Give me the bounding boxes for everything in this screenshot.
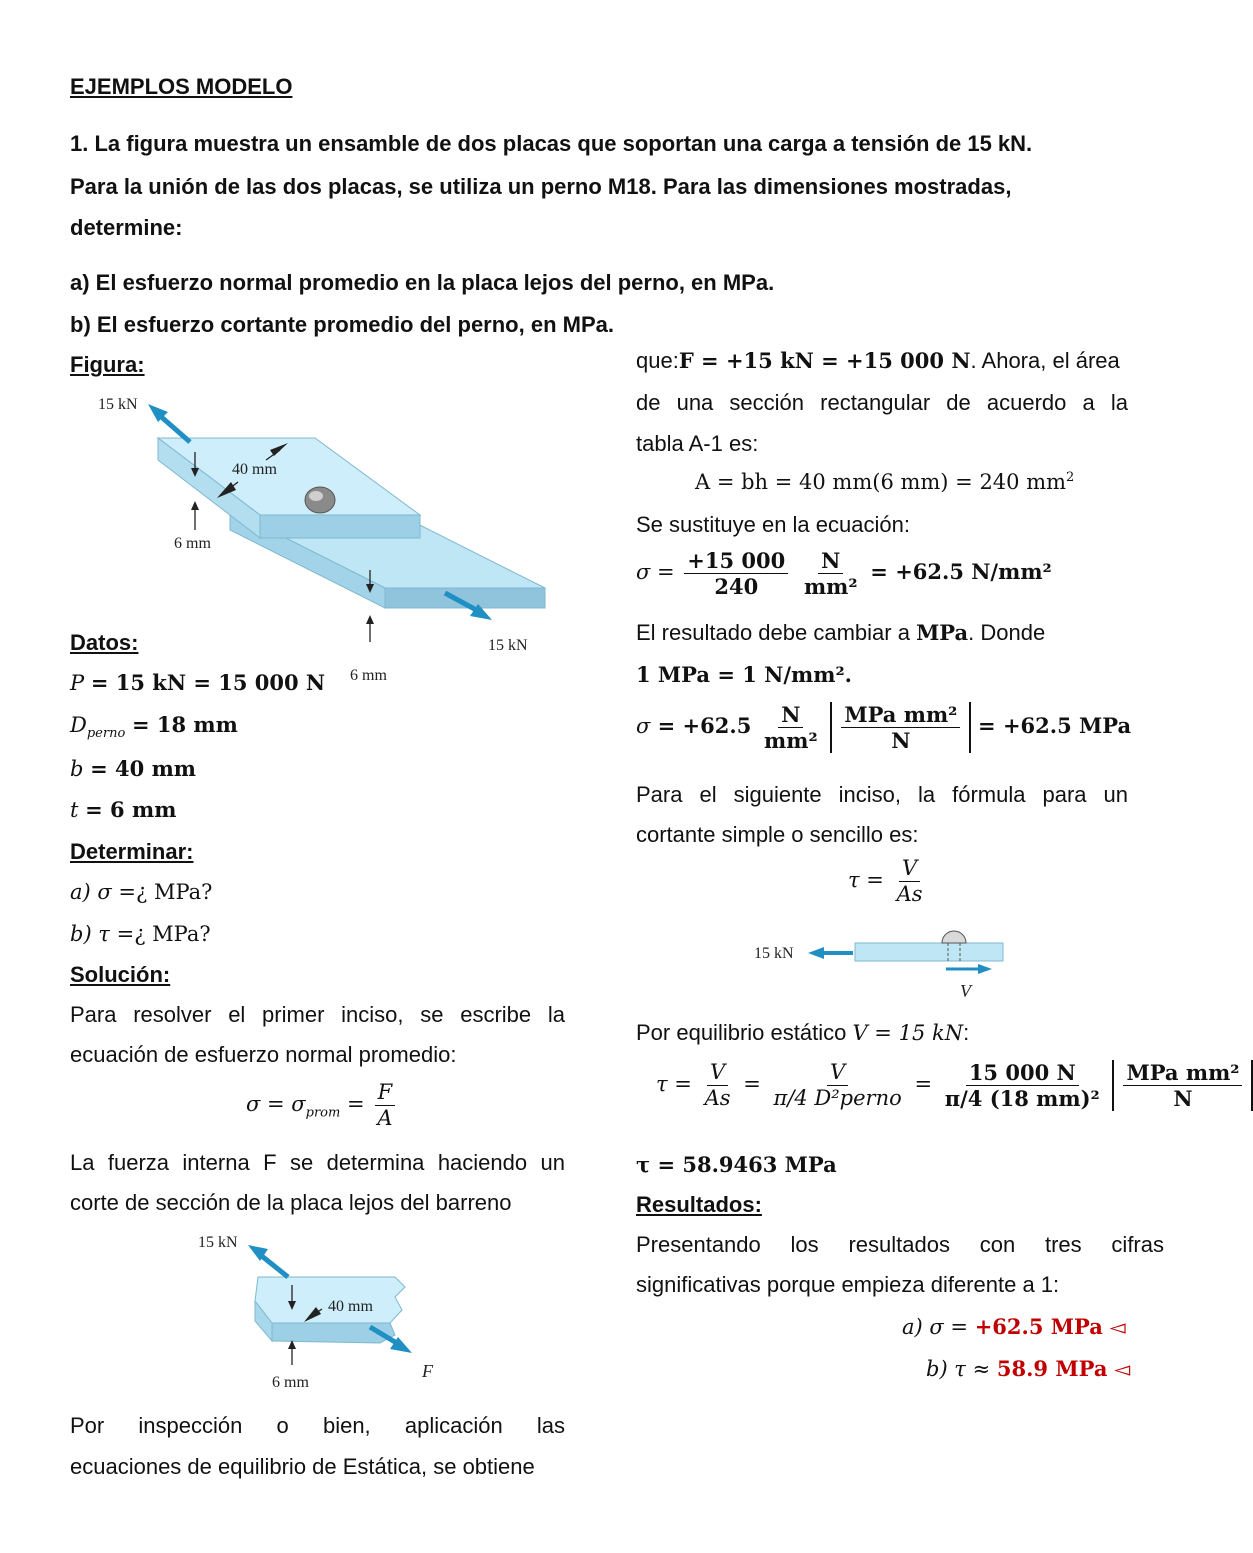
- sigma-equation-1: σ = $\frac{+15 000}{240}$ $\frac{N}{\text{mm²}}$ = +62.5 N/mm²: [636, 548, 1052, 600]
- right-line-1: que:F = +15 kN = +15 000 N. Ahora, el área: [636, 348, 1120, 373]
- section-cut-figure: [190, 1225, 450, 1395]
- solution-paragraph-2b: corte de sección de la placa lejos del barreno: [70, 1190, 512, 1215]
- bolt-shear-figure: [748, 925, 1018, 1005]
- determinar-b: b) τ =¿ MPa?: [70, 922, 211, 946]
- heading-determinar: Determinar:: [70, 839, 194, 864]
- answer-a: a) σ = +62.5 MPa ◅: [902, 1314, 1126, 1339]
- right-line-7: Para el siguiente inciso, la fórmula para un: [636, 782, 1128, 807]
- section-force-label: F: [422, 1361, 433, 1381]
- shear-force-label: V: [960, 981, 971, 1001]
- tau-equation: τ = $\frac{V}{As}$: [848, 856, 923, 907]
- tau-equation-2: τ = $\frac{V}{As}$ = $\frac{V}{\text{π/4 D²perno}}$ = $\frac{15 000 N}{\text{π/4 (18 mm)²}}$ $\frac{\text{MPa mm²}}{N}$: [656, 1060, 1253, 1111]
- right-line-2: de una sección rectangular de acuerdo a la: [636, 390, 1128, 415]
- thickness-label-upper: 6 mm: [174, 535, 211, 552]
- problem-line-1: 1. La figura muestra un ensamble de dos placas que soportan una carga a tensión de 15 kN.: [70, 131, 1033, 156]
- dato-t: t = 6 mm: [70, 797, 177, 822]
- heading-datos: Datos:: [70, 630, 139, 655]
- dato-b: b = 40 mm: [70, 756, 197, 781]
- right-line-9: Por equilibrio estático V = 15 kN:: [636, 1020, 970, 1045]
- section-load-label: 15 kN: [198, 1234, 238, 1251]
- solution-paragraph-3b: ecuaciones de equilibrio de Estática, se obtiene: [70, 1454, 535, 1479]
- problem-line-2: Para la unión de las dos placas, se utiliza un perno M18. Para las dimensiones mostradas,: [70, 174, 1012, 199]
- right-line-8: cortante simple o sencillo es:: [636, 822, 919, 847]
- load-label-left: 15 kN: [98, 396, 138, 413]
- results-line-1: Presentando los resultados con tres cifras: [636, 1232, 1164, 1257]
- problem-line-3: determine:: [70, 215, 183, 240]
- question-a: a) El esfuerzo normal promedio en la placa lejos del perno, en MPa.: [70, 270, 775, 295]
- results-line-2: significativas porque empieza diferente a 1:: [636, 1272, 1060, 1297]
- plate-assembly-figure: [90, 380, 550, 690]
- bolt-load-label: 15 kN: [754, 945, 794, 962]
- question-b: b) El esfuerzo cortante promedio del perno, en MPa.: [70, 312, 614, 337]
- solution-paragraph-2a: La fuerza interna F se determina haciendo un: [70, 1150, 565, 1175]
- heading-resultados: Resultados:: [636, 1192, 762, 1217]
- sigma-equation-2: σ = +62.5 $\frac{N}{\text{mm²}}$ $\frac{\text{MPa mm²}}{N}$ = +62.5 MPa: [636, 702, 1132, 754]
- answer-b: b) τ ≈ 58.9 MPa ◅: [926, 1356, 1131, 1381]
- width-label: 40 mm: [232, 461, 277, 478]
- right-line-6: 1 MPa = 1 N/mm².: [636, 662, 852, 687]
- right-line-5: El resultado debe cambiar a MPa. Donde: [636, 620, 1046, 645]
- dato-p: P = 15 kN = 15 000 N: [70, 670, 326, 695]
- area-equation: A = bh = 40 mm(6 mm) = 240 $mm^2$: [695, 470, 1075, 494]
- solution-paragraph-3a: Por inspección o bien, aplicación las: [70, 1413, 565, 1438]
- heading-solucion: Solución:: [70, 962, 171, 987]
- solution-paragraph-1a: Para resolver el primer inciso, se escribe la: [70, 1002, 565, 1027]
- thickness-label-lower: 6 mm: [350, 667, 387, 684]
- right-line-4: Se sustituye en la ecuación:: [636, 512, 910, 537]
- page-title: EJEMPLOS MODELO: [70, 74, 293, 99]
- solution-paragraph-1b: ecuación de esfuerzo normal promedio:: [70, 1042, 457, 1067]
- load-label-right: 15 kN: [488, 637, 528, 654]
- section-width-label: 40 mm: [328, 1298, 373, 1315]
- heading-figura: Figura:: [70, 352, 145, 377]
- sigma-prom-equation: $\sigma = \sigma_{prom}$ = $\frac{F}{A}$: [246, 1080, 398, 1131]
- determinar-a: a) σ =¿ MPa?: [70, 880, 213, 904]
- dato-d: $D_{perno} = 18$ mm: [70, 712, 238, 742]
- section-thickness-label: 6 mm: [272, 1374, 309, 1391]
- tau-result: τ = 58.9463 MPa: [636, 1152, 837, 1177]
- right-line-3: tabla A-1 es:: [636, 431, 759, 456]
